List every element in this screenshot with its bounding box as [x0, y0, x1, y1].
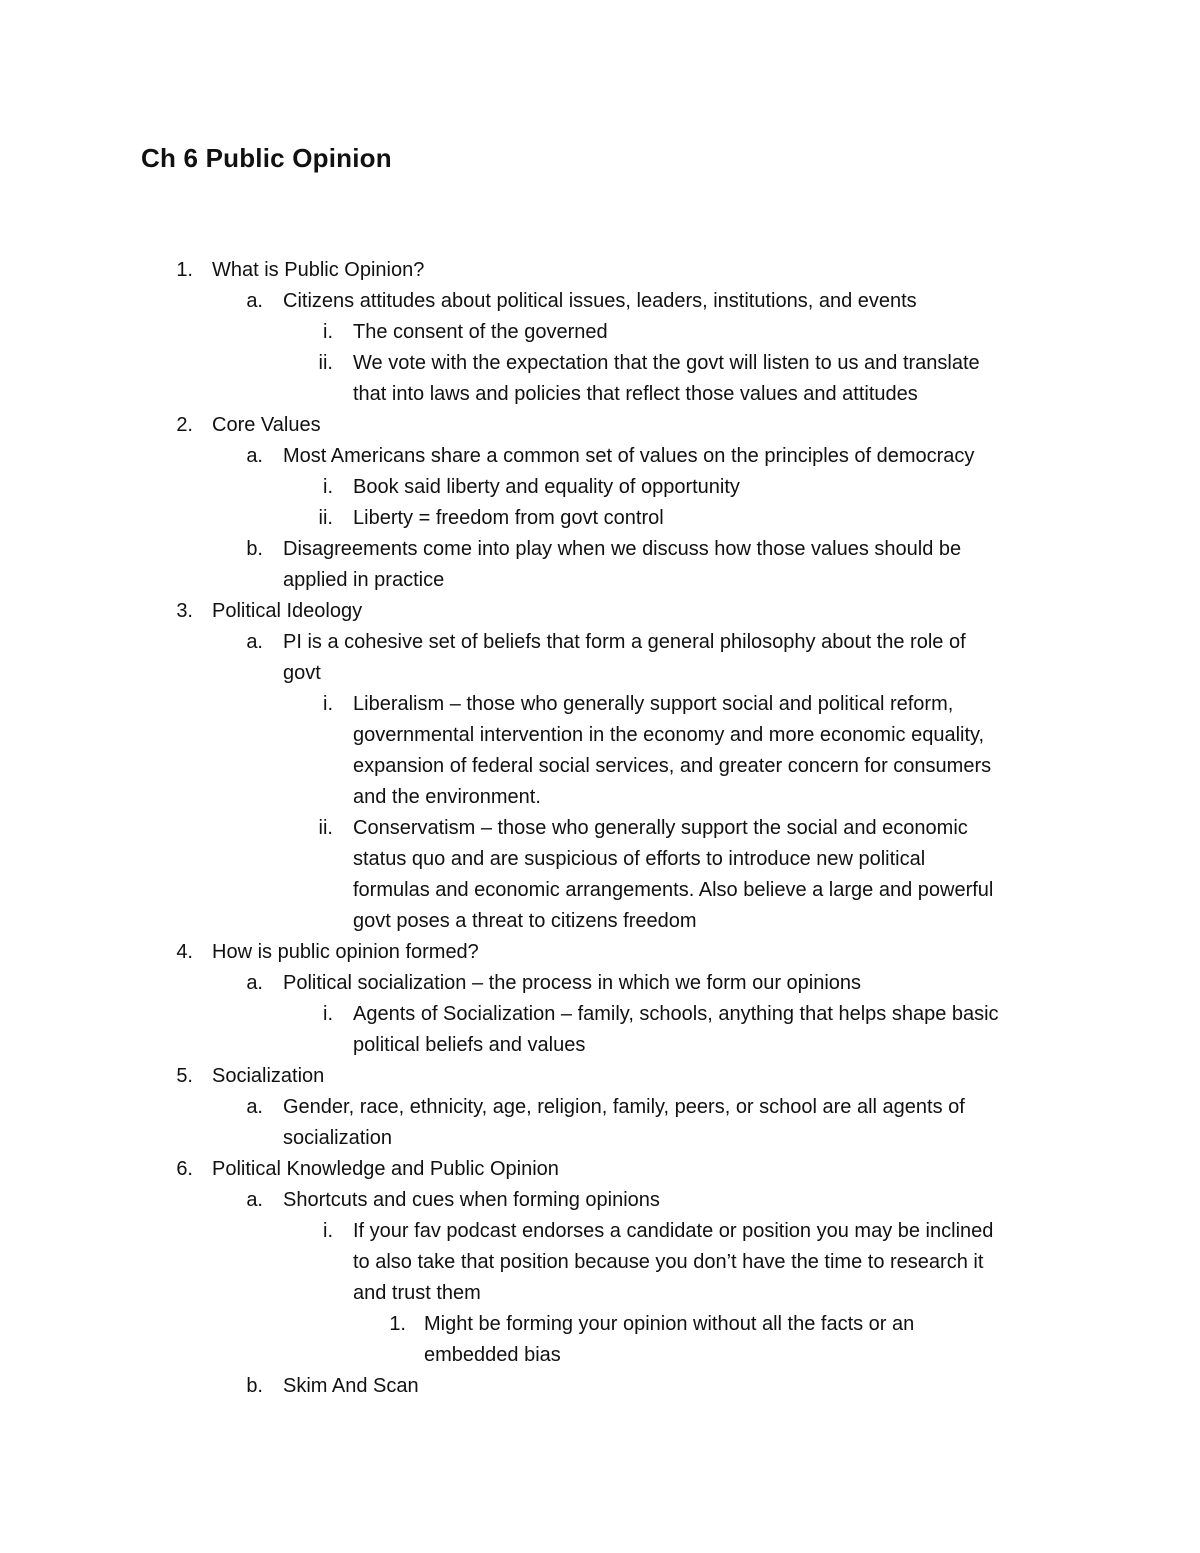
list-item	[0, 999, 1200, 1030]
outline-list	[0, 255, 1200, 1402]
list-item-text: govt poses a threat to citizens freedom	[353, 910, 697, 932]
list-item-continuation	[0, 751, 1200, 782]
list-marker: 6.	[176, 1158, 193, 1180]
list-item-text: Liberalism – those who generally support social and political reform,	[353, 693, 954, 715]
list-item-text: Agents of Socialization – family, schools, anything that helps shape basic	[353, 1003, 999, 1025]
list-marker: i.	[323, 321, 333, 343]
list-item	[0, 255, 1200, 286]
list-item	[0, 1309, 1200, 1340]
list-item	[0, 937, 1200, 968]
list-item-text: Shortcuts and cues when forming opinions	[283, 1189, 660, 1211]
list-item-continuation	[0, 906, 1200, 937]
list-item-text: If your fav podcast endorses a candidate or position you may be inclined	[353, 1220, 994, 1242]
list-item-continuation	[0, 1247, 1200, 1278]
list-item-text: Conservatism – those who generally support the social and economic	[353, 817, 968, 839]
page-title: Ch 6 Public Opinion	[141, 143, 392, 173]
list-item	[0, 441, 1200, 472]
list-item-text: Most Americans share a common set of values on the principles of democracy	[283, 445, 975, 467]
list-item-text: Political socialization – the process in which we form our opinions	[283, 972, 862, 994]
list-item-text: embedded bias	[424, 1344, 561, 1366]
list-item	[0, 1154, 1200, 1185]
list-item-text: Skim And Scan	[283, 1375, 419, 1397]
list-item-text: applied in practice	[283, 569, 445, 591]
list-marker: i.	[323, 476, 333, 498]
list-marker: ii.	[318, 817, 333, 839]
list-item-text: Socialization	[212, 1065, 325, 1087]
list-marker: ii.	[318, 507, 333, 529]
list-marker: 1.	[389, 1313, 406, 1335]
list-item	[0, 689, 1200, 720]
list-item-text: Disagreements come into play when we discuss how those values should be	[283, 538, 962, 560]
list-marker: i.	[323, 1220, 333, 1242]
list-item-continuation	[0, 1030, 1200, 1061]
list-item-text: expansion of federal social services, and greater concern for consumers	[353, 755, 992, 777]
list-item-text: formulas and economic arrangements. Also believe a large and powerful	[353, 879, 994, 901]
list-item-continuation	[0, 782, 1200, 813]
list-item	[0, 1371, 1200, 1402]
list-marker: a.	[246, 972, 263, 994]
list-item-text: status quo and are suspicious of efforts to introduce new political	[353, 848, 926, 870]
list-item-text: Book said liberty and equality of opportunity	[353, 476, 740, 498]
list-item-text: socialization	[283, 1127, 392, 1149]
list-marker: a.	[246, 631, 263, 653]
list-item-continuation	[0, 1123, 1200, 1154]
list-item	[0, 1061, 1200, 1092]
list-marker: i.	[323, 1003, 333, 1025]
list-item	[0, 1092, 1200, 1123]
list-marker: 4.	[176, 941, 193, 963]
list-item-text: Liberty = freedom from govt control	[353, 507, 664, 529]
list-marker: a.	[246, 290, 263, 312]
list-item-continuation	[0, 1278, 1200, 1309]
list-item	[0, 1216, 1200, 1247]
list-marker: 2.	[176, 414, 193, 436]
list-item-text: Political Knowledge and Public Opinion	[212, 1158, 559, 1180]
list-item-text: political beliefs and values	[353, 1034, 586, 1056]
list-item-text: The consent of the governed	[353, 321, 608, 343]
list-marker: ii.	[318, 352, 333, 374]
list-item-text: How is public opinion formed?	[212, 941, 479, 963]
list-item	[0, 503, 1200, 534]
list-item-text: PI is a cohesive set of beliefs that form a general philosophy about the role of	[283, 631, 966, 653]
list-item-text: Core Values	[212, 414, 321, 436]
list-marker: a.	[246, 445, 263, 467]
list-marker: 1.	[176, 259, 193, 281]
list-item-continuation	[0, 565, 1200, 596]
list-item-continuation	[0, 720, 1200, 751]
list-item	[0, 317, 1200, 348]
list-item	[0, 968, 1200, 999]
list-marker: 3.	[176, 600, 193, 622]
list-item-text: governmental intervention in the economy and more economic equality,	[353, 724, 985, 746]
list-marker: b.	[246, 1375, 263, 1397]
list-item-text: Gender, race, ethnicity, age, religion, family, peers, or school are all agents of	[283, 1096, 965, 1118]
list-item-continuation	[0, 844, 1200, 875]
list-marker: a.	[246, 1096, 263, 1118]
list-item-text: Might be forming your opinion without all the facts or an	[424, 1313, 915, 1335]
list-marker: i.	[323, 693, 333, 715]
list-item	[0, 813, 1200, 844]
list-item-text: Political Ideology	[212, 600, 363, 622]
list-item-continuation	[0, 875, 1200, 906]
list-item-text: and the environment.	[353, 786, 541, 808]
list-item-text: to also take that position because you don’t have the time to research it	[353, 1251, 984, 1273]
list-item	[0, 1185, 1200, 1216]
list-item	[0, 472, 1200, 503]
list-item	[0, 286, 1200, 317]
list-item	[0, 348, 1200, 379]
list-marker: a.	[246, 1189, 263, 1211]
list-item-continuation	[0, 379, 1200, 410]
list-item-continuation	[0, 1340, 1200, 1371]
list-item-text: We vote with the expectation that the govt will listen to us and translate	[353, 352, 980, 374]
list-item	[0, 627, 1200, 658]
list-item-continuation	[0, 658, 1200, 689]
list-item-text: govt	[283, 662, 321, 684]
list-item-text: What is Public Opinion?	[212, 259, 425, 281]
list-item	[0, 534, 1200, 565]
list-item	[0, 410, 1200, 441]
list-item-text: that into laws and policies that reflect those values and attitudes	[353, 383, 918, 405]
list-marker: b.	[246, 538, 263, 560]
list-item-text: and trust them	[353, 1282, 481, 1304]
list-item	[0, 596, 1200, 627]
list-item-text: Citizens attitudes about political issues, leaders, institutions, and events	[283, 290, 917, 312]
list-marker: 5.	[176, 1065, 193, 1087]
